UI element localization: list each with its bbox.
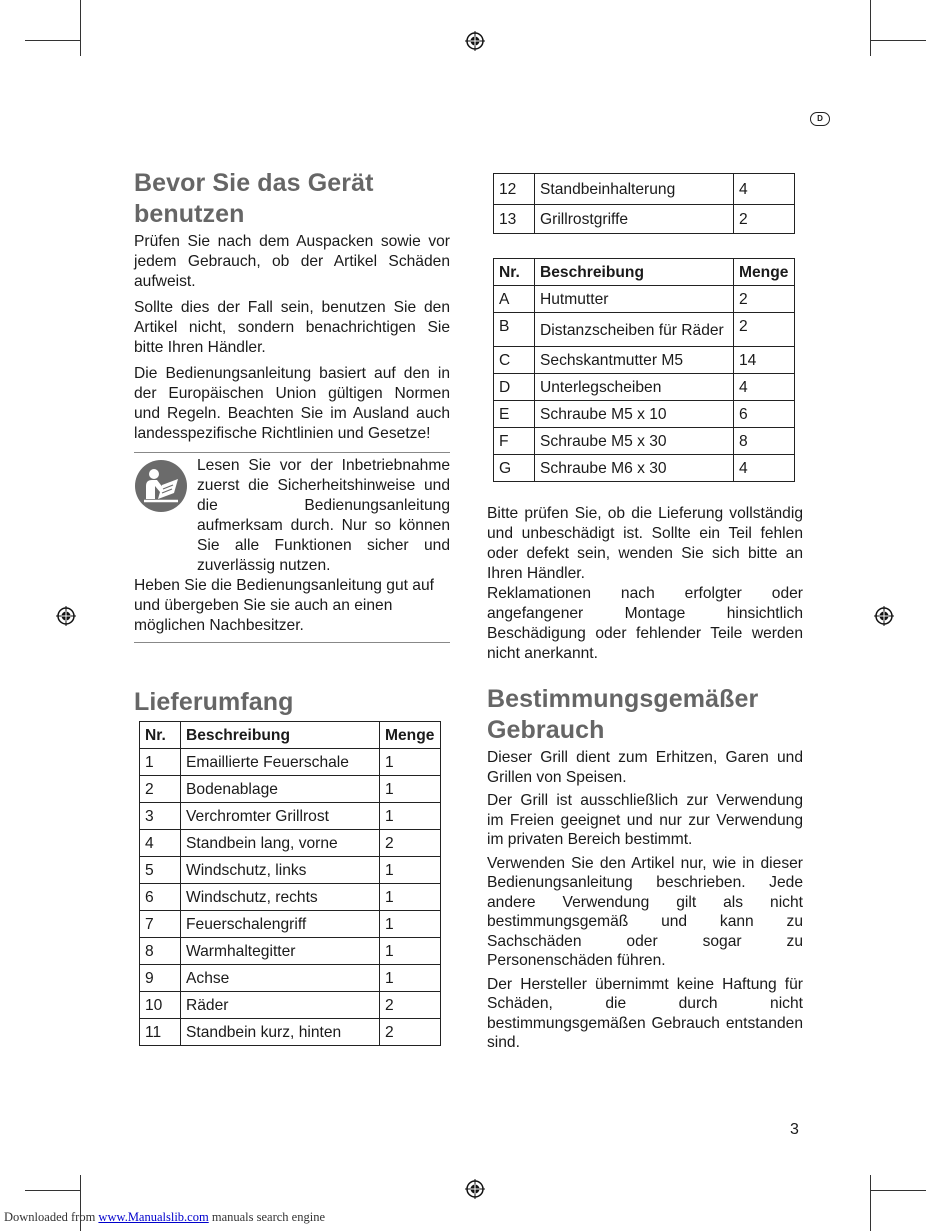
crop-mark [80, 0, 81, 56]
table-row [140, 884, 441, 911]
cell-quantity: 6 [734, 401, 795, 428]
cell-description: Windschutz, links [181, 857, 380, 884]
footer-suffix: manuals search engine [208, 1210, 325, 1224]
delivery-heading: Lieferumfang [134, 688, 294, 716]
intended-use-paragraph: Dieser Grill dient zum Erhitzen, Garen und Grillen von Speisen. [487, 749, 803, 786]
cell-nr: 8 [140, 938, 181, 965]
cell-quantity: 1 [380, 938, 441, 965]
cell-quantity: 2 [380, 830, 441, 857]
parts-table [139, 721, 441, 1046]
manualslib-link[interactable]: www.Manualslib.com [98, 1210, 209, 1224]
intended-use-heading: Bestimmungsgemäßer Gebrauch [487, 685, 759, 744]
cell-quantity: 2 [380, 1019, 441, 1046]
table-row [140, 938, 441, 965]
table-header-row [140, 722, 441, 749]
page-number: 3 [790, 1121, 799, 1138]
table-row [494, 286, 795, 313]
cell-description: Schraube M5 x 10 [535, 401, 734, 428]
table-row [140, 911, 441, 938]
cell-nr: 13 [494, 205, 535, 234]
table-row [140, 992, 441, 1019]
intro-heading: Bevor Sie das Gerät benutzen [134, 169, 374, 228]
notice-text: Lesen Sie vor der Inbetriebnahme zuerst die Sicherheitshinweise und die Bedienungsanleitung aufmerksam durch. Nur so können Sie alle Funktionen sicher und zuverlässig nutzen. [197, 457, 450, 574]
cell-quantity: 4 [734, 374, 795, 401]
intro-paragraph: Sollte dies der Fall sein, benutzen Sie den Artikel nicht, sondern benachrichtigen Sie bitte Ihren Händler. [134, 299, 450, 356]
cell-description: Warmhaltegitter [181, 938, 380, 965]
table-row [494, 313, 795, 347]
divider [134, 452, 450, 453]
cell-quantity: 1 [380, 857, 441, 884]
registration-mark-icon [465, 31, 485, 51]
cell-quantity: 1 [380, 749, 441, 776]
keep-manual-text: Heben Sie die Bedienungsanleitung gut auf und übergeben Sie sie auch an einen möglichen Nachbesitzer. [134, 577, 434, 634]
table-row [140, 776, 441, 803]
divider [134, 642, 450, 643]
table-row [494, 374, 795, 401]
table-row [494, 174, 795, 205]
cell-description: Grillrostgriffe [535, 205, 734, 234]
registration-mark-icon [56, 606, 76, 626]
cell-quantity: 2 [734, 286, 795, 313]
cell-nr: F [494, 428, 535, 455]
table-row [494, 401, 795, 428]
language-badge: D [810, 112, 830, 126]
table-header-row [494, 259, 795, 286]
cell-description: Standbeinhalterung [535, 174, 734, 205]
cell-description: Feuerschalengriff [181, 911, 380, 938]
cell-description: Achse [181, 965, 380, 992]
cell-description: Schraube M6 x 30 [535, 455, 734, 482]
cell-quantity: 2 [380, 992, 441, 1019]
cell-nr: 6 [140, 884, 181, 911]
cell-description: Räder [181, 992, 380, 1019]
intended-use-paragraph: Verwenden Sie den Artikel nur, wie in dieser Bedienungsanleitung beschrieben. Jede andere Verwendung gilt als nicht bestimmungsgemäß und kann zu Sachschäden oder sogar zu Personenschäden führen. [487, 854, 803, 969]
table-row [140, 749, 441, 776]
cell-description: Hutmutter [535, 286, 734, 313]
cell-nr: G [494, 455, 535, 482]
header-nr: Nr. [140, 722, 181, 749]
claims-text: Reklamationen nach erfolgter oder angefangener Montage hinsichtlich Beschädigung oder fehlender Teile werden nicht anerkannt. [487, 585, 803, 662]
cell-nr: B [494, 313, 535, 347]
cell-quantity: 4 [734, 455, 795, 482]
left-column [134, 168, 450, 1046]
hardware-table [493, 258, 795, 482]
cell-quantity: 1 [380, 884, 441, 911]
cell-description: Windschutz, rechts [181, 884, 380, 911]
table-row [140, 830, 441, 857]
cell-quantity: 14 [734, 347, 795, 374]
cell-quantity: 1 [380, 803, 441, 830]
header-description: Beschreibung [181, 722, 380, 749]
cell-description: Schraube M5 x 30 [535, 428, 734, 455]
crop-mark [870, 1175, 871, 1231]
reading-manual-icon [134, 459, 188, 513]
cell-nr: 12 [494, 174, 535, 205]
intro-paragraph: Die Bedienungsanleitung basiert auf den in der Europäischen Union gültigen Normen und Regeln. Beachten Sie im Ausland auch landesspezifische Richtlinien und Gesetze! [134, 365, 450, 442]
cell-description: Unterlegscheiben [535, 374, 734, 401]
table-row [494, 205, 795, 234]
cell-nr: A [494, 286, 535, 313]
cell-nr: 11 [140, 1019, 181, 1046]
cell-quantity: 1 [380, 776, 441, 803]
table-row [140, 965, 441, 992]
cell-nr: 9 [140, 965, 181, 992]
cell-nr: 2 [140, 776, 181, 803]
right-column [487, 173, 803, 1053]
delivery-section [134, 687, 450, 1046]
header-quantity: Menge [380, 722, 441, 749]
cell-quantity: 1 [380, 911, 441, 938]
cell-description: Distanzscheiben für Räder [535, 313, 734, 347]
header-quantity: Menge [734, 259, 795, 286]
table-row [494, 347, 795, 374]
cell-nr: 5 [140, 857, 181, 884]
registration-mark-icon [874, 606, 894, 626]
table-row [140, 857, 441, 884]
intro-paragraph: Prüfen Sie nach dem Auspacken sowie vor jedem Gebrauch, ob der Artikel Schäden aufweist. [134, 233, 450, 290]
cell-nr: 3 [140, 803, 181, 830]
intended-use-section [487, 684, 803, 1053]
cell-description: Bodenablage [181, 776, 380, 803]
intended-use-paragraph: Der Grill ist ausschließlich zur Verwendung im Freien geeignet und nur zur Verwendung im privaten Bereich bestimmt. [487, 792, 803, 848]
crop-mark [25, 1190, 81, 1191]
crop-mark [870, 40, 926, 41]
cell-quantity: 2 [734, 313, 795, 347]
table-row [494, 455, 795, 482]
header-description: Beschreibung [535, 259, 734, 286]
crop-mark [870, 0, 871, 56]
cell-nr: E [494, 401, 535, 428]
cell-nr: C [494, 347, 535, 374]
cell-nr: 7 [140, 911, 181, 938]
crop-mark [25, 40, 81, 41]
crop-mark [870, 1190, 926, 1191]
intended-use-paragraph: Der Hersteller übernimmt keine Haftung für Schäden, die durch nicht bestimmungsgemäßen Gebrauch entstanden sind. [487, 975, 803, 1051]
parts-table-continued [493, 173, 795, 234]
cell-nr: 4 [140, 830, 181, 857]
cell-description: Standbein lang, vorne [181, 830, 380, 857]
cell-description: Sechskantmutter M5 [535, 347, 734, 374]
footer-prefix: Downloaded from [4, 1210, 99, 1224]
cell-description: Standbein kurz, hinten [181, 1019, 380, 1046]
cell-description: Emaillierte Feuerschale [181, 749, 380, 776]
registration-mark-icon [465, 1179, 485, 1199]
cell-description: Verchromter Grillrost [181, 803, 380, 830]
cell-nr: 1 [140, 749, 181, 776]
cell-quantity: 8 [734, 428, 795, 455]
intro-section [134, 168, 450, 643]
cell-nr: D [494, 374, 535, 401]
header-nr: Nr. [494, 259, 535, 286]
table-row [140, 803, 441, 830]
cell-quantity: 2 [734, 205, 795, 234]
manual-notice [134, 456, 450, 576]
delivery-check-text: Bitte prüfen Sie, ob die Lieferung vollständig und unbeschädigt ist. Sollte ein Teil fehlen oder defekt sein, wenden Sie sich bitte an Ihren Händler. [487, 505, 803, 582]
cell-quantity: 4 [734, 174, 795, 205]
table-row [140, 1019, 441, 1046]
cell-quantity: 1 [380, 965, 441, 992]
download-footer [4, 1210, 325, 1225]
cell-nr: 10 [140, 992, 181, 1019]
table-row [494, 428, 795, 455]
